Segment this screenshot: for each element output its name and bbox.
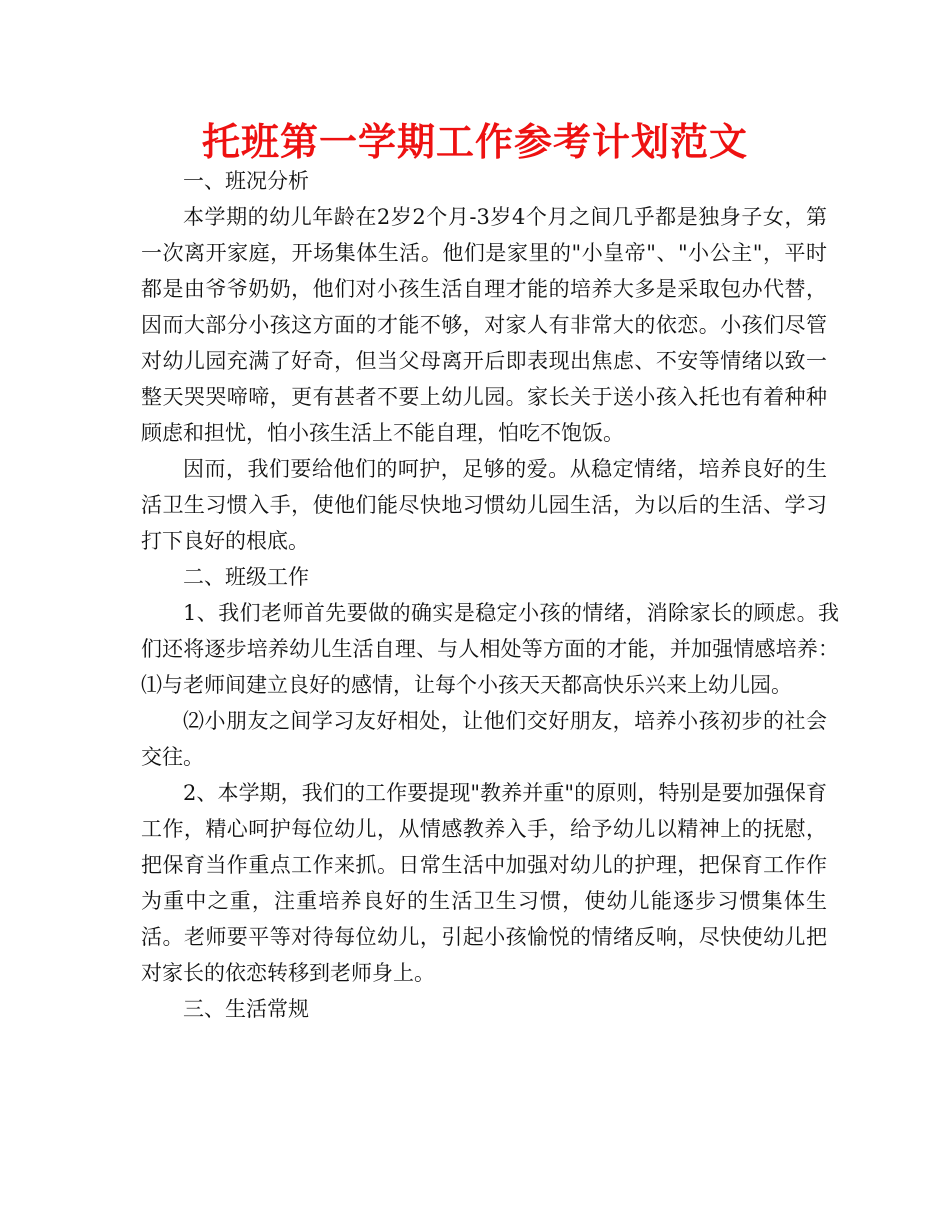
paragraph-care-goal: 因而，我们要给他们的呵护，足够的爱。从稳定情绪，培养良好的生活卫生习惯入手，使他们能尽快地习惯幼儿园生活，为以后的生活、学习打下良好的根底。 [141, 457, 827, 553]
document-body [141, 163, 839, 1027]
paragraph-class-analysis: 本学期的幼儿年龄在2岁2个月-3岁4个月之间几乎都是独身子女，第一次离开家庭，开场集体生活。他们是家里的"小皇帝"、"小公主"，平时都是由爷爷奶奶，他们对小孩生活自理才能的培养大多是采取包办代替，因而大部分小孩这方面的才能不够，对家人有非常大的依恋。小孩们尽管对幼儿园充满了好奇，但当父母离开后即表现出焦虑、不安等情绪以致一整天哭哭啼啼，更有甚者不要上幼儿园。家长关于送小孩入托也有着种种顾虑和担忧，怕小孩生活上不能自理，怕吃不饱饭。 [141, 205, 827, 445]
section-heading-class-work: 二、班级工作 [183, 565, 309, 589]
paragraph-work-item-1: 1、我们老师首先要做的确实是稳定小孩的情绪，消除家长的顾虑。我们还将逐步培养幼儿生活自理、与人相处等方面的才能，并加强情感培养：⑴与老师间建立良好的感情，让每个小孩天天都高快乐兴来上幼儿园。 [141, 601, 839, 697]
section-heading-daily-routine: 三、生活常规 [183, 997, 309, 1021]
paragraph-work-item-1-2: ⑵小朋友之间学习友好相处，让他们交好朋友，培养小孩初步的社会交往。 [141, 709, 827, 769]
section-heading-class-analysis: 一、班况分析 [183, 169, 309, 193]
paragraph-work-item-2: 2、本学期，我们的工作要提现"教养并重"的原则，特别是要加强保育工作，精心呵护每位幼儿，从情感教养入手，给予幼儿以精神上的抚慰，把保育当作重点工作来抓。日常生活中加强对幼儿的护理，把保育工作作为重中之重，注重培养良好的生活卫生习惯，使幼儿能逐步习惯集体生活。老师要平等对待每位幼儿，引起小孩愉悦的情绪反响，尽快使幼儿把对家长的依恋转移到老师身上。 [141, 781, 827, 985]
document-title: 托班第一学期工作参考计划范文 [201, 120, 748, 164]
